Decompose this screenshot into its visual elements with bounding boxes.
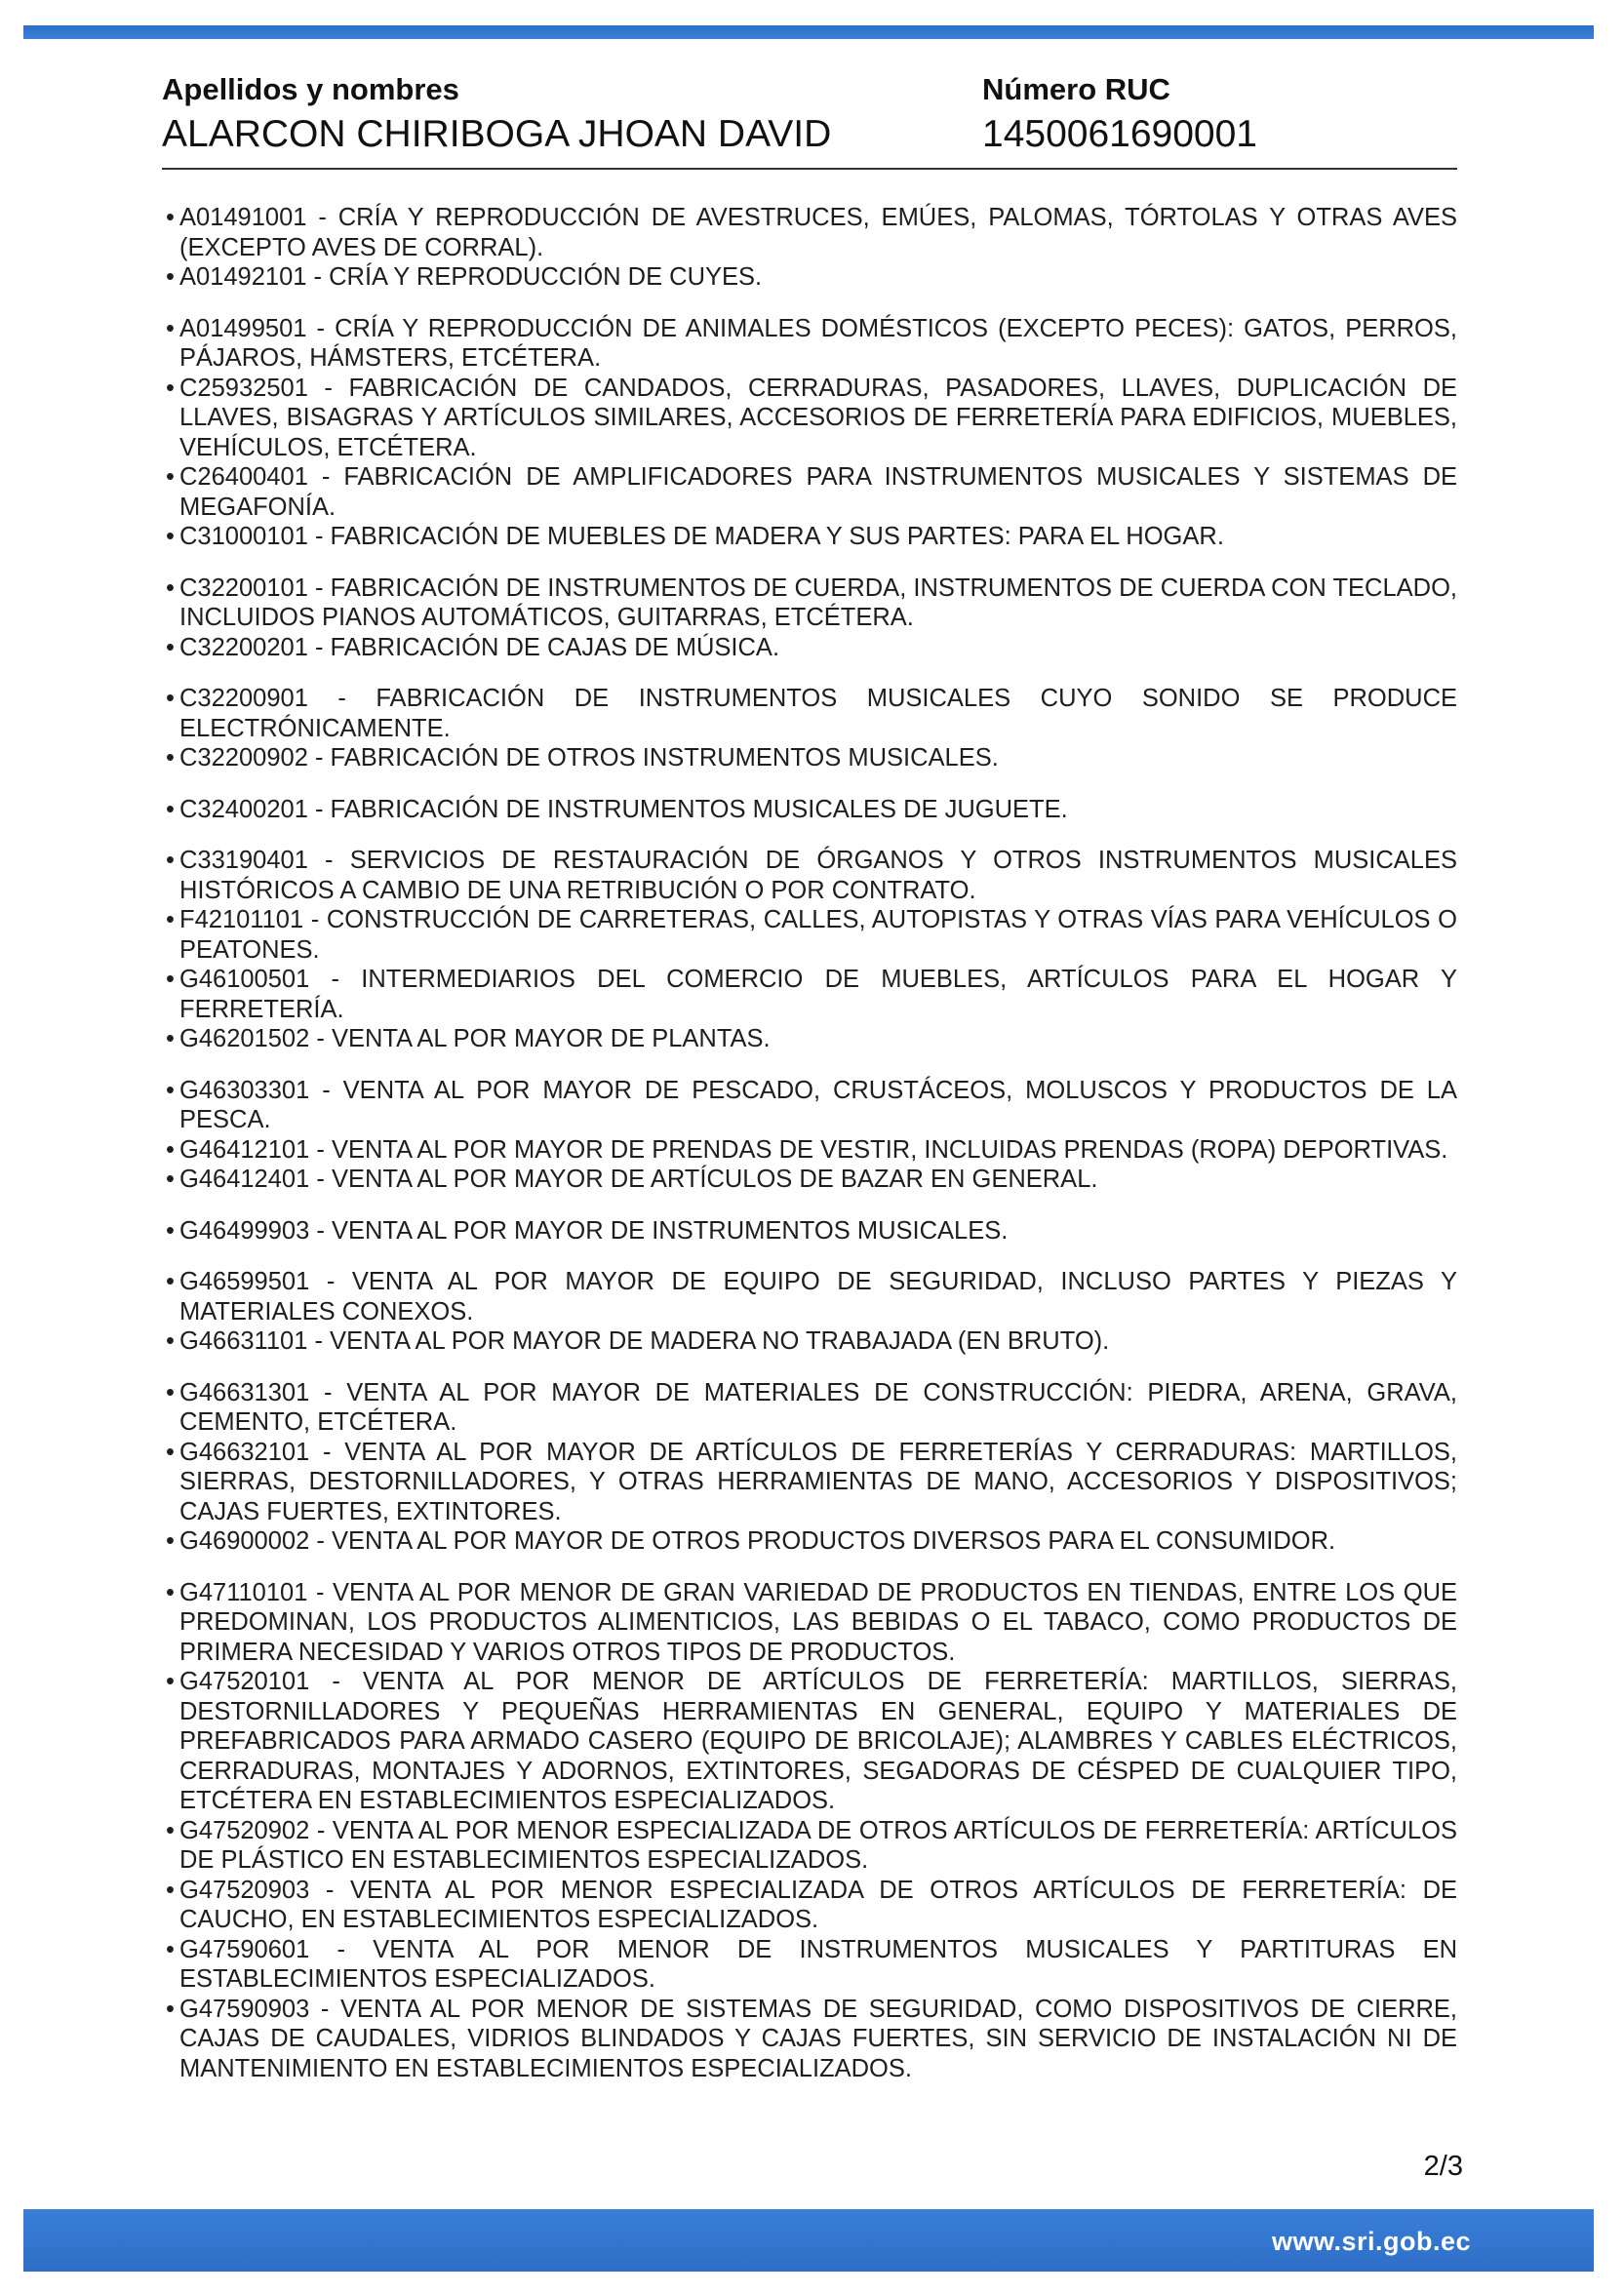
activity-item — [166, 1076, 1457, 1135]
activity-text: A01491001 - CRÍA Y REPRODUCCIÓN DE AVESTRUCES, EMÚES, PALOMAS, TÓRTOLAS Y OTRAS AVES (EXCEPTO AVES DE CORRAL). — [179, 204, 1457, 261]
activity-text: C32200902 - FABRICACIÓN DE OTROS INSTRUMENTOS MUSICALES. — [179, 744, 999, 772]
activity-text: C31000101 - FABRICACIÓN DE MUEBLES DE MADERA Y SUS PARTES: PARA EL HOGAR. — [179, 523, 1224, 550]
bullet-icon: • — [166, 847, 175, 874]
activity-item — [166, 795, 1457, 825]
bullet-icon: • — [166, 1578, 175, 1606]
activity-item — [166, 1378, 1457, 1438]
bullet-icon: • — [166, 685, 175, 712]
activity-text: C32400201 - FABRICACIÓN DE INSTRUMENTOS MUSICALES DE JUGUETE. — [179, 795, 1068, 823]
activity-item — [166, 905, 1457, 965]
bullet-icon: • — [166, 204, 175, 231]
bullet-icon: • — [166, 1166, 175, 1193]
activity-item — [166, 1935, 1457, 1995]
ruc-value: 1450061690001 — [982, 113, 1257, 155]
bullet-icon: • — [166, 374, 175, 402]
activity-item — [166, 1438, 1457, 1527]
bullet-icon: • — [166, 1378, 175, 1406]
activity-item — [166, 1326, 1457, 1357]
activity-item — [166, 846, 1457, 905]
name-label: Apellidos y nombres — [162, 72, 459, 106]
activity-text: C32200201 - FABRICACIÓN DE CAJAS DE MÚSICA. — [179, 633, 780, 661]
activity-text: G46900002 - VENTA AL POR MAYOR DE OTROS PRODUCTOS DIVERSOS PARA EL CONSUMIDOR. — [179, 1527, 1336, 1555]
page-number: 2/3 — [1423, 2151, 1463, 2182]
activity-text: G47520101 - VENTA AL POR MENOR DE ARTÍCULOS DE FERRETERÍA: MARTILLOS, SIERRAS, DESTORNILLADORES Y PEQUEÑAS HERRAMIENTAS EN GENERAL, EQUIPO Y MATERIALES DE PREFABRICADOS PARA ARMADO CASERO (EQUIPO DE BRICOLAJE); ALAMBRES Y CABLES ELÉCTRICOS, CERRADURAS, MONTAJES Y ADORNOS, EXTINTORES, SEGADORAS DE CÉSPED DE CUALQUIER TIPO, ETCÉTERA EN ESTABLECIMIENTOS ESPECIALIZADOS. — [179, 1668, 1457, 1814]
activity-text: G46412101 - VENTA AL POR MAYOR DE PRENDAS DE VESTIR, INCLUIDAS PRENDAS (ROPA) DEPORTIVAS. — [179, 1135, 1448, 1164]
activity-text: G47520902 - VENTA AL POR MENOR ESPECIALIZADA DE OTROS ARTÍCULOS DE FERRETERÍA: ARTÍCULOS DE PLÁSTICO EN ESTABLECIMIENTOS ESPECIALIZADOS. — [179, 1816, 1457, 1874]
activity-text: A01499501 - CRÍA Y REPRODUCCIÓN DE ANIMALES DOMÉSTICOS (EXCEPTO PECES): GATOS, PERROS, PÁJAROS, HÁMSTERS, ETCÉTERA. — [179, 314, 1457, 372]
activity-item — [166, 1216, 1457, 1246]
bullet-icon: • — [166, 1216, 175, 1245]
activity-text: C33190401 - SERVICIOS DE RESTAURACIÓN DE ÓRGANOS Y OTROS INSTRUMENTOS MUSICALES HISTÓRICOS A CAMBIO DE UNA RETRIBUCIÓN O POR CONTRATO. — [179, 847, 1457, 904]
activity-item — [166, 684, 1457, 743]
activity-text: G46599501 - VENTA AL POR MAYOR DE EQUIPO DE SEGURIDAD, INCLUSO PARTES Y PIEZAS Y MATERIALES CONEXOS. — [179, 1268, 1457, 1326]
bullet-icon: • — [166, 906, 175, 933]
document-header — [162, 70, 1457, 170]
bullet-icon: • — [166, 1876, 175, 1904]
activity-item — [166, 633, 1457, 663]
bullet-icon: • — [166, 523, 175, 550]
name-value: ALARCON CHIRIBOGA JHOAN DAVID — [162, 113, 832, 155]
activity-item — [166, 1024, 1457, 1054]
bullet-icon: • — [166, 1438, 175, 1466]
activity-list — [166, 203, 1457, 2083]
bullet-icon: • — [166, 1527, 175, 1555]
bottom-blue-band — [23, 2209, 1594, 2272]
activity-text: G46499903 - VENTA AL POR MAYOR DE INSTRUMENTOS MUSICALES. — [179, 1216, 1009, 1245]
activity-text: C32200101 - FABRICACIÓN DE INSTRUMENTOS DE CUERDA, INSTRUMENTOS DE CUERDA CON TECLADO, INCLUIDOS PIANOS AUTOMÁTICOS, GUITARRAS, ETCÉTERA. — [179, 574, 1457, 631]
bullet-icon: • — [166, 574, 175, 602]
activity-item — [166, 965, 1457, 1024]
activity-text: G47590903 - VENTA AL POR MENOR DE SISTEMAS DE SEGURIDAD, COMO DISPOSITIVOS DE CIERRE, CAJAS DE CAUDALES, VIDRIOS BLINDADOS Y CAJAS FUERTES, SIN SERVICIO DE INSTALACIÓN NI DE MANTENIMIENTO EN ESTABLECIMIENTOS ESPECIALIZADOS. — [179, 1995, 1457, 2082]
activity-text: C26400401 - FABRICACIÓN DE AMPLIFICADORES PARA INSTRUMENTOS MUSICALES Y SISTEMAS DE MEGAFONÍA. — [179, 463, 1457, 521]
ruc-label: Número RUC — [982, 72, 1170, 106]
activity-item — [166, 522, 1457, 552]
activity-text: F42101101 - CONSTRUCCIÓN DE CARRETERAS, CALLES, AUTOPISTAS Y OTRAS VÍAS PARA VEHÍCULOS O PEATONES. — [179, 906, 1457, 964]
bullet-icon: • — [166, 1327, 175, 1355]
activity-text: G46412401 - VENTA AL POR MAYOR DE ARTÍCULOS DE BAZAR EN GENERAL. — [179, 1166, 1098, 1193]
bullet-icon: • — [166, 1995, 175, 2023]
bullet-icon: • — [166, 633, 175, 661]
activity-item — [166, 1876, 1457, 1935]
ruc-block — [982, 70, 1257, 158]
activity-text: A01492101 - CRÍA Y REPRODUCCIÓN DE CUYES. — [179, 263, 763, 291]
bullet-icon: • — [166, 744, 175, 772]
bullet-icon: • — [166, 1935, 175, 1963]
activity-text: G46631101 - VENTA AL POR MAYOR DE MADERA NO TRABAJADA (EN BRUTO). — [179, 1327, 1110, 1355]
activity-text: G46303301 - VENTA AL POR MAYOR DE PESCADO, CRUSTÁCEOS, MOLUSCOS Y PRODUCTOS DE LA PESCA. — [179, 1076, 1457, 1133]
activity-text: C32200901 - FABRICACIÓN DE INSTRUMENTOS MUSICALES CUYO SONIDO SE PRODUCE ELECTRÓNICAMENTE. — [179, 685, 1457, 742]
bullet-icon: • — [166, 263, 175, 291]
activity-text: G47110101 - VENTA AL POR MENOR DE GRAN VARIEDAD DE PRODUCTOS EN TIENDAS, ENTRE LOS QUE PREDOMINAN, LOS PRODUCTOS ALIMENTICIOS, LAS BEBIDAS O EL TABACO, COMO PRODUCTOS DE PRIMERA NECESIDAD Y VARIOS OTROS TIPOS DE PRODUCTOS. — [179, 1578, 1457, 1666]
activity-item — [166, 203, 1457, 262]
bullet-icon: • — [166, 1076, 175, 1104]
activity-text: G47590601 - VENTA AL POR MENOR DE INSTRUMENTOS MUSICALES Y PARTITURAS EN ESTABLECIMIENTOS ESPECIALIZADOS. — [179, 1935, 1457, 1993]
name-block — [162, 70, 831, 158]
activity-item — [166, 1135, 1457, 1166]
activity-item — [166, 1578, 1457, 1668]
activity-text: G46632101 - VENTA AL POR MAYOR DE ARTÍCULOS DE FERRETERÍAS Y CERRADURAS: MARTILLOS, SIERRAS, DESTORNILLADORES, Y OTRAS HERRAMIENTAS DE MANO, ACCESORIOS Y DISPOSITIVOS; CAJAS FUERTES, EXTINTORES. — [179, 1438, 1457, 1525]
activity-item — [166, 314, 1457, 374]
activity-text: C25932501 - FABRICACIÓN DE CANDADOS, CERRADURAS, PASADORES, LLAVES, DUPLICACIÓN DE LLAVES, BISAGRAS Y ARTÍCULOS SIMILARES, ACCESORIOS DE FERRETERÍA PARA EDIFICIOS, MUEBLES, VEHÍCULOS, ETCÉTERA. — [179, 374, 1457, 461]
bullet-icon: • — [166, 463, 175, 491]
activity-text: G47520903 - VENTA AL POR MENOR ESPECIALIZADA DE OTROS ARTÍCULOS DE FERRETERÍA: DE CAUCHO, EN ESTABLECIMIENTOS ESPECIALIZADOS. — [179, 1876, 1457, 1933]
activity-text: G46631301 - VENTA AL POR MAYOR DE MATERIALES DE CONSTRUCCIÓN: PIEDRA, ARENA, GRAVA, CEMENTO, ETCÉTERA. — [179, 1378, 1457, 1436]
activity-item — [166, 1165, 1457, 1195]
bullet-icon: • — [166, 966, 175, 993]
bullet-icon: • — [166, 1668, 175, 1695]
activity-item — [166, 1995, 1457, 2084]
activity-item — [166, 574, 1457, 633]
bullet-icon: • — [166, 1025, 175, 1052]
activity-item — [166, 1816, 1457, 1876]
bullet-icon: • — [166, 795, 175, 823]
activity-item — [166, 743, 1457, 773]
top-blue-band — [23, 25, 1594, 39]
activity-text: G46100501 - INTERMEDIARIOS DEL COMERCIO DE MUEBLES, ARTÍCULOS PARA EL HOGAR Y FERRETERÍA. — [179, 966, 1457, 1023]
activity-item — [166, 1526, 1457, 1557]
bullet-icon: • — [166, 314, 175, 342]
activity-item — [166, 462, 1457, 522]
bullet-icon: • — [166, 1268, 175, 1295]
activity-item — [166, 262, 1457, 293]
activity-text: G46201502 - VENTA AL POR MAYOR DE PLANTAS. — [179, 1025, 771, 1052]
website-link[interactable]: www.sri.gob.ec — [1271, 2227, 1471, 2256]
activity-item — [166, 374, 1457, 463]
bullet-icon: • — [166, 1135, 175, 1164]
activity-item — [166, 1667, 1457, 1816]
bullet-icon: • — [166, 1816, 175, 1844]
activity-item — [166, 1267, 1457, 1326]
